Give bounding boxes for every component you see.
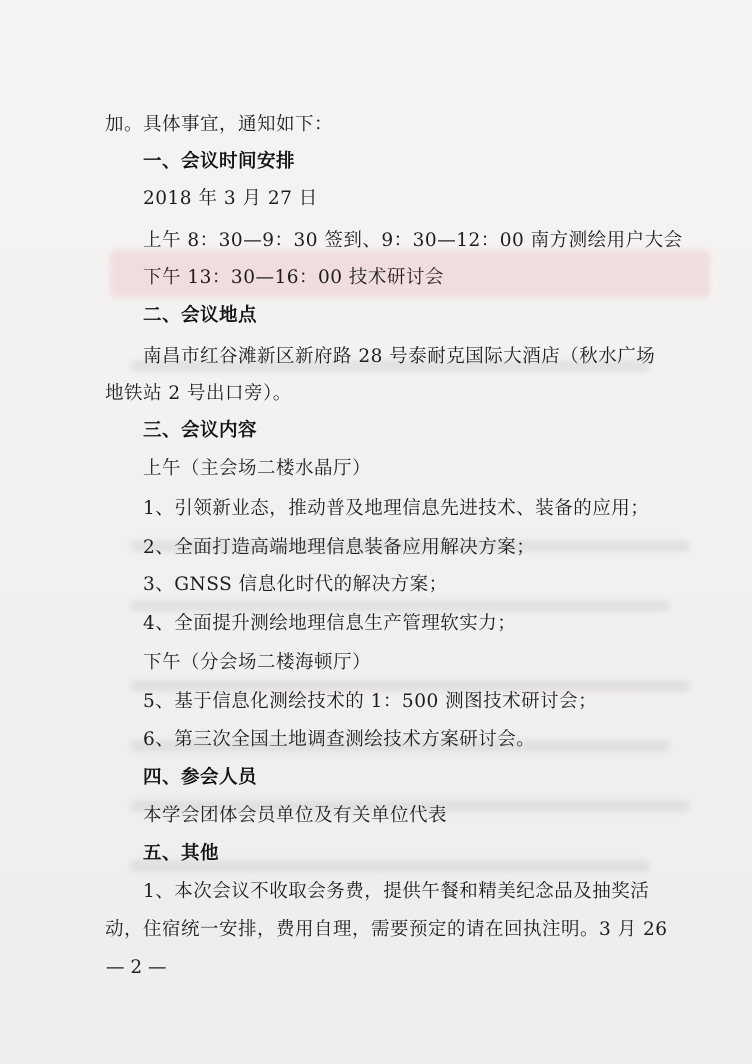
section-heading-attendees: 四、参会人员 <box>143 767 258 788</box>
morning-venue: 上午（主会场二楼水晶厅） <box>143 458 372 479</box>
section-heading-schedule: 一、会议时间安排 <box>143 151 296 172</box>
content-item-6: 6、第三次全国土地调查测绘技术方案研讨会。 <box>143 729 536 750</box>
content-item-4: 4、全面提升测绘地理信息生产管理软实力； <box>143 613 517 634</box>
content-item-2: 2、全面打造高端地理信息装备应用解决方案； <box>143 537 536 558</box>
other-item-1-line-2: 动，住宿统一安排，费用自理，需要预定的请在回执注明。3 月 26 <box>105 919 668 940</box>
continuation-line: 加。具体事宜，通知如下： <box>105 114 334 135</box>
other-item-1-line-1: 1、本次会议不收取会务费，提供午餐和精美纪念品及抽奖活 <box>143 881 650 902</box>
page-number: — 2 — <box>106 957 167 978</box>
venue-address-line-2: 地铁站 2 号出口旁）。 <box>105 383 292 404</box>
afternoon-schedule: 下午 13：30—16：00 技术研讨会 <box>143 267 444 288</box>
content-item-3: 3、GNSS 信息化时代的解决方案； <box>143 574 448 595</box>
attendees-text: 本学会团体会员单位及有关单位代表 <box>143 805 448 826</box>
bleed-text-line <box>130 600 670 612</box>
section-heading-other: 五、其他 <box>143 843 220 864</box>
content-item-5: 5、基于信息化测绘技术的 1：500 测图技术研讨会； <box>143 691 598 712</box>
meeting-date: 2018 年 3 月 27 日 <box>143 188 318 209</box>
content-item-1: 1、引领新业态，推动普及地理信息先进技术、装备的应用； <box>143 498 650 519</box>
morning-schedule: 上午 8：30—9：30 签到、9：30—12：00 南方测绘用户大会 <box>143 230 683 251</box>
section-heading-venue: 二、会议地点 <box>143 305 258 326</box>
venue-address-line-1: 南昌市红谷滩新区新府路 28 号泰耐克国际大酒店（秋水广场 <box>143 346 656 367</box>
section-heading-content: 三、会议内容 <box>143 420 258 441</box>
afternoon-venue: 下午（分会场二楼海顿厅） <box>143 652 372 673</box>
